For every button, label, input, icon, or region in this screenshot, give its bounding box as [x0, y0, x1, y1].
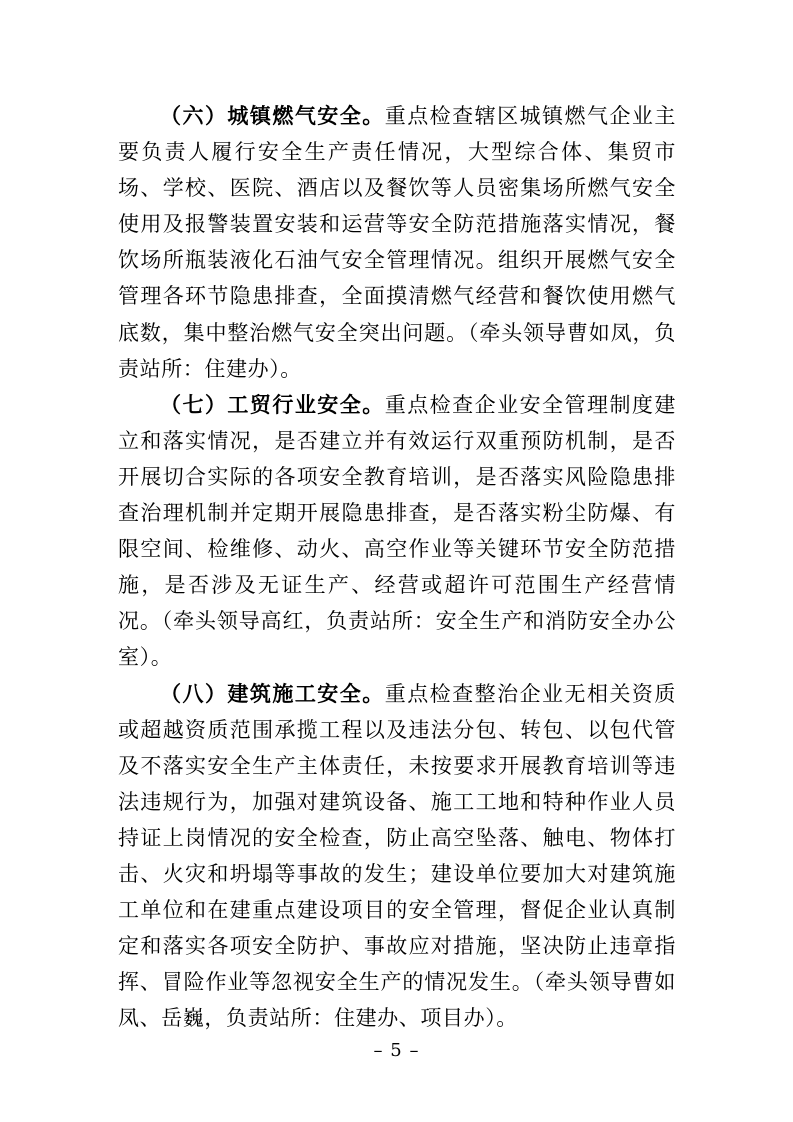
document-body [118, 98, 676, 1036]
section-industry-trade-safety [118, 387, 676, 676]
section-gas-safety [118, 98, 676, 387]
section-heading: （八）建筑施工安全。 [160, 681, 385, 706]
section-body: 重点检查企业安全管理制度建立和落实情况，是否建立并有效运行双重预防机制，是否开展切合实际的各项安全教育培训，是否落实风险隐患排查治理机制并定期开展隐患排查，是否落实粉尘防爆、有限空间、检维修、动火、高空作业等关键环节安全防范措施，是否涉及无证生产、经营或超许可范围生产经营情况。（牵头领导高红，负责站所：安全生产和消防安全办公室）。 [118, 392, 676, 670]
section-body: 重点检查整治企业无相关资质或超越资质范围承揽工程以及违法分包、转包、以包代管及不落实安全生产主体责任，未按要求开展教育培训等违法违规行为，加强对建筑设备、施工工地和特种作业人员持证上岗情况的安全检查，防止高空坠落、触电、物体打击、火灾和坍塌等事故的发生；建设单位要加大对建筑施工单位和在建重点建设项目的安全管理，督促企业认真制定和落实各项安全防护、事故应对措施，坚决防止违章指挥、冒险作业等忽视安全生产的情况发生。（牵头领导曹如凤、岳巍，负责站所：住建办、项目办）。 [118, 681, 676, 1031]
section-body: 重点检查辖区城镇燃气企业主要负责人履行安全生产责任情况，大型综合体、集贸市场、学校、医院、酒店以及餐饮等人员密集场所燃气安全使用及报警装置安装和运营等安全防范措施落实情况，餐饮场所瓶装液化石油气安全管理情况。组织开展燃气安全管理各环节隐患排查，全面摸清燃气经营和餐饮使用燃气底数，集中整治燃气安全突出问题。（牵头领导曹如凤，负责站所：住建办）。 [118, 104, 676, 381]
section-heading: （七）工贸行业安全。 [160, 392, 385, 417]
section-heading: （六）城镇燃气安全。 [160, 104, 385, 128]
page-number: – 5 – [373, 1040, 420, 1061]
section-construction-safety [118, 676, 676, 1037]
